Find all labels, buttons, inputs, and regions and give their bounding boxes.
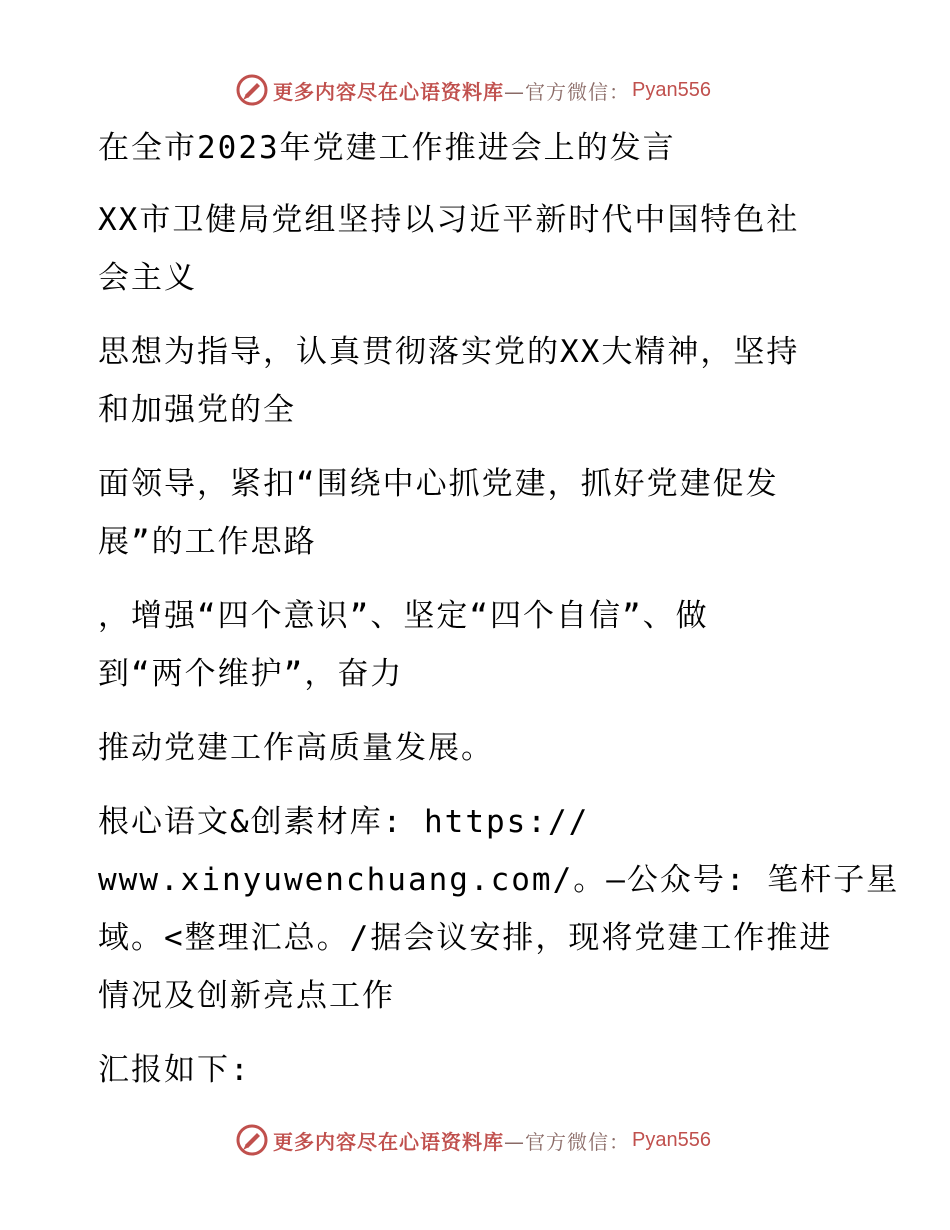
text-line: 汇报如下:: [98, 1052, 251, 1088]
text-line: 面领导，紧扣“围绕中心抓党建，抓好党建促发: [98, 466, 779, 502]
text-line: 到“两个维护”，奋力: [98, 656, 404, 692]
text-line: 和加强党的全: [98, 392, 296, 428]
watermark-main-text: 更多内容尽在心语资料库: [273, 79, 504, 104]
text-line: 展”的工作思路: [98, 524, 317, 560]
footer-watermark: [235, 1122, 715, 1158]
text-line: 在全市2023年党建工作推进会上的发言: [98, 130, 676, 166]
pen-logo-icon: [235, 1123, 269, 1157]
text-line: 会主义: [98, 260, 197, 296]
watermark-sub-text: —官方微信：: [504, 79, 630, 104]
text-line: www.xinyuwenchuang.com/。—公众号: 笔杆子星: [98, 862, 900, 898]
text-line: 域。<整理汇总。/据会议安排，现将党建工作推进: [98, 920, 833, 956]
watermark-id-text: Pyan556: [632, 78, 711, 101]
text-line: 思想为指导，认真贯彻落实党的XX大精神，坚持: [98, 334, 800, 370]
text-line: XX市卫健局党组坚持以习近平新时代中国特色社: [98, 202, 800, 238]
watermark-main-text: 更多内容尽在心语资料库: [273, 1129, 504, 1154]
watermark-id-text: Pyan556: [632, 1128, 711, 1151]
text-line: 根心语文&创素材库: https://: [98, 804, 590, 840]
text-line: 情况及创新亮点工作: [98, 978, 395, 1014]
text-line: 推动党建工作高质量发展。: [98, 730, 494, 766]
watermark-sub-text: —官方微信：: [504, 1129, 630, 1154]
text-line: ，增强“四个意识”、坚定“四个自信”、做: [98, 598, 709, 634]
